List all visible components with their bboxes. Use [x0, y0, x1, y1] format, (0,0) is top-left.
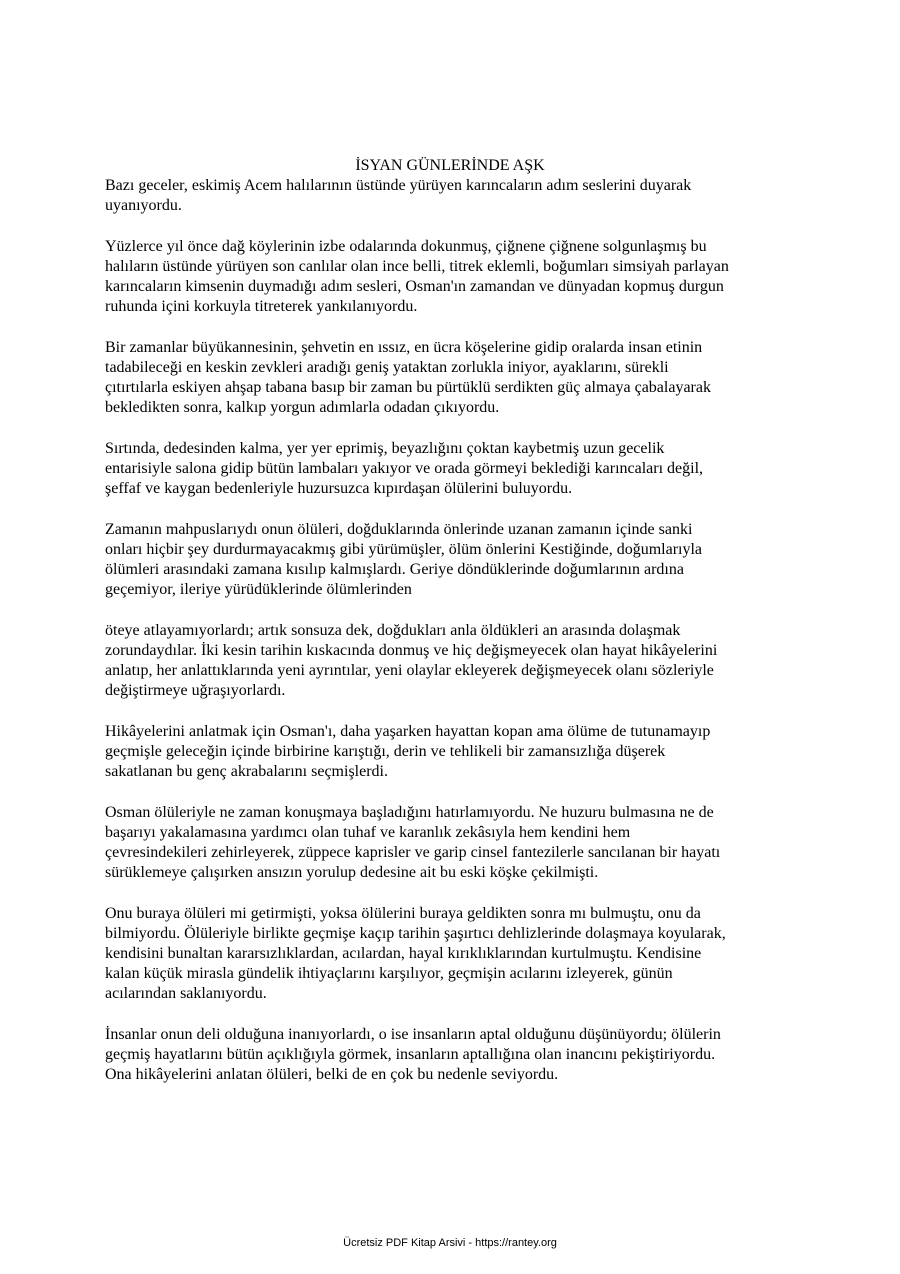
paragraph: Bir zamanlar büyükannesinin, şehvetin en ıssız, en ücra köşelerine gidip oralarda insan etinin tadabileceği en keskin zevkleri aradığı geniş yataktan zorlukla iniyor, ayaklarını, sürekli çıtırtılarla eskiyen ahşap tabana basıp bir zaman bu pürtüklü serdikten güç almaya çabalayarak bekledikten sonra, kalkıp yorgun adımlarla odadan çıkıyordu. [105, 339, 711, 416]
paragraph: İnsanlar onun deli olduğuna inanıyorlardı, o ise insanların aptal olduğunu düşünüyordu; ölülerin geçmiş hayatlarını bütün açıklığıyla görmek, insanların aptallığına olan inancını pekiştiriyordu. Ona hikâyelerini anlatan ölüleri, belki de en çok bu nedenle seviyordu. [105, 1026, 721, 1083]
page-footer: Ücretsiz PDF Kitap Arsivi - https://rantey.org [343, 1237, 557, 1249]
paragraph: Sırtında, dedesinden kalma, yer yer eprimiş, beyazlığını çoktan kaybetmiş uzun gecelik entarisiyle salona gidip bütün lambaları yakıyor ve orada görmeyi beklediği karıncaları değil, şeffaf ve kaygan bedenleriyle huzursuzca kıpırdaşan ölülerini buluyordu. [105, 440, 704, 497]
paragraph: Onu buraya ölüleri mi getirmişti, yoksa ölülerini buraya geldikten sonra mı bulmuştu, onu da bilmiyordu. Ölüleriyle birlikte geçmişe kaçıp tarihin şaşırtıcı dehlizlerinde dolaşmaya koyularak, kendisini bunaltan kararsızlıklardan, acılardan, hayal kırıklıklarından kurtulmuştu. Kendisine kalan küçük mirasla gündelik ihtiyaçlarını karşılıyor, geçmişin acılarını izleyerek, günün acılarından saklanıyordu. [105, 905, 726, 1002]
paragraph: Zamanın mahpuslarıydı onun ölüleri, doğduklarında önlerinde uzanan zamanın içinde sanki onları hiçbir şey durdurmayacakmış gibi yürümüşler, ölüm önlerini Kestiğinde, doğumlarıyla ölümleri arasındaki zamana kısılıp kalmışlardı. Geriye döndüklerinde doğumlarının ardına geçemiyor, ileriye yürüdüklerinde ölümlerinden [105, 521, 703, 598]
body-text [105, 176, 795, 1106]
paragraph: Hikâyelerini anlatmak için Osman'ı, daha yaşarken hayattan kopan ama ölüme de tutunamayıp geçmişle geleceğin içinde birbirine karıştığı, derin ve tehlikeli bir zamansızlığa düşerek sakatlanan bu genç akrabalarını seçmişlerdi. [105, 723, 711, 780]
page-title: İSYAN GÜNLERİNDE AŞK [355, 157, 545, 174]
paragraph: Bazı geceler, eskimiş Acem halılarının üstünde yürüyen karıncaların adım seslerini duyarak uyanıyordu. [105, 177, 692, 214]
paragraph: öteye atlayamıyorlardı; artık sonsuza dek, doğdukları anla öldükleri an arasında dolaşmak zorundaydılar. İki kesin tarihin kıskacında donmuş ve hiç değişmeyecek olan hayat hikâyelerini anlatıp, her anlattıklarında yeni ayrıntılar, yeni olaylar ekleyerek değişmeyecek olanı sözleriyle değiştirmeye uğraşıyorlardı. [105, 622, 718, 699]
paragraph: Yüzlerce yıl önce dağ köylerinin izbe odalarında dokunmuş, çiğnene çiğnene solgunlaşmış bu halıların üstünde yürüyen son canlılar olan ince belli, titrek eklemli, boğumları simsiyah parlayan karıncaların kimsenin duymadığı adım sesleri, Osman'ın zamandan ve dünyadan kopmuş durgun ruhunda içini korkuyla titreterek yankılanıyordu. [105, 238, 729, 315]
paragraph: Osman ölüleriyle ne zaman konuşmaya başladığını hatırlamıyordu. Ne huzuru bulmasına ne de başarıyı yakalamasına yardımcı olan tuhaf ve karanlık zekâsıyla hem kendini hem çevresindekileri zehirleyerek, züppece kaprisler ve garip cinsel fantezilerle sancılanan bir hayatı sürüklemeye çalışırken ansızın yorulup dedesine ait bu eski köşke çekilmişti. [105, 804, 721, 881]
